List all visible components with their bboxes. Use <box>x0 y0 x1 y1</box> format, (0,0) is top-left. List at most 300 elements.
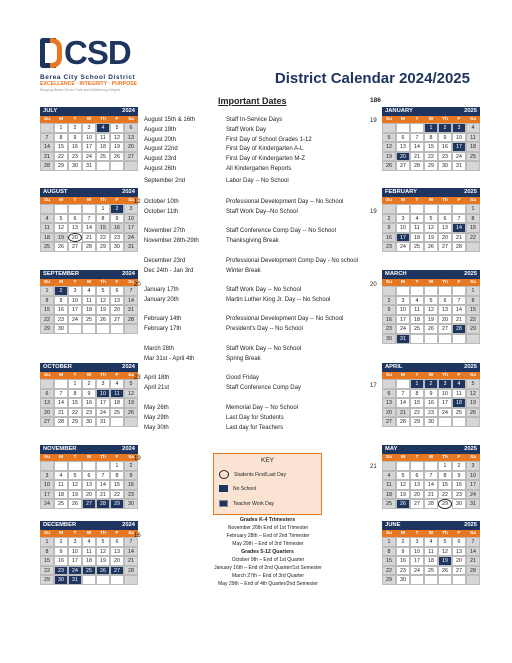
empty-cell <box>40 461 54 471</box>
day-cell: 23 <box>54 315 68 325</box>
empty-cell <box>110 324 124 334</box>
day-cell: 14 <box>124 296 138 306</box>
day-cell: 5 <box>96 537 110 547</box>
weekday-label: M <box>59 373 63 378</box>
day-cell: 23 <box>382 242 396 252</box>
weekday-label: M <box>59 280 63 285</box>
event-description: Staff Conference Comp Day <box>226 385 301 391</box>
day-cell: 19 <box>96 556 110 566</box>
weekday-label: T <box>415 198 419 203</box>
weekday-label: Th <box>100 531 106 536</box>
weekday-row <box>382 454 480 461</box>
event-date: October 10th <box>144 199 179 205</box>
event-description: Thanksgiving Break <box>226 238 279 244</box>
day-cell: 29 <box>54 161 68 171</box>
empty-cell <box>96 324 110 334</box>
empty-cell <box>124 575 138 585</box>
weekday-label: Sa <box>470 280 476 285</box>
day-cell: 11 <box>96 133 110 143</box>
day-cell: 29 <box>110 499 124 509</box>
day-cell: 27 <box>82 499 96 509</box>
day-cell: 30 <box>124 499 138 509</box>
weekday-label: F <box>115 117 119 122</box>
day-cell: 20 <box>68 233 82 243</box>
logo-motto: EXCELLENCE · INTEGRITY · PURPOSE <box>40 81 138 87</box>
calendar-october <box>40 363 138 427</box>
day-cell: 26 <box>124 408 138 418</box>
weekday-row <box>40 530 138 537</box>
day-cell: 20 <box>124 142 138 152</box>
weekday-label: M <box>401 531 405 536</box>
day-cell: 13 <box>382 398 396 408</box>
day-cell: 25 <box>424 566 438 576</box>
day-cell: 10 <box>40 480 54 490</box>
day-cell: 21 <box>124 305 138 315</box>
event-date: September 2nd <box>144 178 186 184</box>
weekday-label: M <box>401 373 405 378</box>
day-cell: 8 <box>96 214 110 224</box>
event-date: May 30th <box>144 425 169 431</box>
empty-cell <box>438 417 452 427</box>
weekday-row <box>382 372 480 379</box>
day-cell: 11 <box>54 480 68 490</box>
empty-cell <box>424 461 438 471</box>
day-cell: 25 <box>40 242 54 252</box>
day-cell: 6 <box>410 471 424 481</box>
day-cell: 12 <box>396 480 410 490</box>
day-cell: 2 <box>82 379 96 389</box>
day-cell: 1 <box>438 461 452 471</box>
day-cell: 1 <box>54 123 68 133</box>
day-cell: 18 <box>82 305 96 315</box>
day-cell: 27 <box>438 324 452 334</box>
day-cell: 28 <box>424 499 438 509</box>
day-cell: 26 <box>382 161 396 171</box>
day-cell: 11 <box>82 296 96 306</box>
day-cell: 23 <box>82 408 96 418</box>
day-cell: 5 <box>466 379 480 389</box>
event-description: Last Day for Students <box>226 415 284 421</box>
weekday-label: M <box>59 531 63 536</box>
day-cell: 15 <box>40 556 54 566</box>
day-grid <box>40 461 138 509</box>
weekday-label: W <box>428 373 434 378</box>
day-cell: 16 <box>54 305 68 315</box>
total-days-count: 186 <box>370 97 381 104</box>
event-date: August 23rd <box>144 156 177 162</box>
empty-cell <box>40 123 54 133</box>
weekday-label: T <box>73 373 77 378</box>
day-cell: 28 <box>40 161 54 171</box>
day-cell: 1 <box>40 537 54 547</box>
day-cell: 25 <box>54 499 68 509</box>
weekday-label: Su <box>385 280 393 285</box>
day-cell: 29 <box>438 499 452 509</box>
weekday-label: Th <box>442 455 448 460</box>
weekday-label: W <box>428 531 434 536</box>
empty-cell <box>382 286 396 296</box>
day-cell: 11 <box>424 547 438 557</box>
day-cell: 25 <box>96 152 110 162</box>
weekday-label: F <box>115 198 119 203</box>
day-cell: 1 <box>424 123 438 133</box>
month-year: 2024 <box>122 189 135 195</box>
weekday-row <box>40 454 138 461</box>
month-name: MAY <box>385 446 398 452</box>
day-cell: 29 <box>40 575 54 585</box>
school-days-january: 19 <box>370 118 377 124</box>
day-cell: 17 <box>410 556 424 566</box>
empty-cell <box>396 123 410 133</box>
day-cell: 1 <box>40 286 54 296</box>
empty-cell <box>82 575 96 585</box>
month-year: 2025 <box>464 446 477 452</box>
event-description: Memorial Day -- No School <box>226 405 299 411</box>
day-cell: 11 <box>382 480 396 490</box>
event-date: Mar 31st - April 4th <box>144 356 195 362</box>
day-cell: 4 <box>424 537 438 547</box>
day-cell: 13 <box>452 547 466 557</box>
day-grid <box>40 123 138 171</box>
calendar-december <box>40 521 138 585</box>
empty-cell <box>424 575 438 585</box>
weekday-label: Th <box>100 117 106 122</box>
school-days-march: 20 <box>370 282 377 288</box>
day-cell: 26 <box>68 499 82 509</box>
event-date: December 23rd <box>144 258 186 264</box>
day-cell: 24 <box>124 233 138 243</box>
weekday-label: Sa <box>470 117 476 122</box>
day-cell: 29 <box>382 575 396 585</box>
day-cell: 28 <box>452 324 466 334</box>
weekday-label: Th <box>442 373 448 378</box>
day-cell: 30 <box>452 499 466 509</box>
day-cell: 2 <box>54 537 68 547</box>
day-cell: 9 <box>396 547 410 557</box>
day-cell: 4 <box>40 214 54 224</box>
event-date: March 28th <box>144 346 175 352</box>
day-cell: 19 <box>54 233 68 243</box>
day-cell: 28 <box>452 242 466 252</box>
day-cell: 26 <box>396 499 410 509</box>
day-cell: 6 <box>438 296 452 306</box>
day-cell: 18 <box>410 233 424 243</box>
day-cell: 27 <box>396 161 410 171</box>
weekday-label: Sa <box>470 373 476 378</box>
empty-cell <box>82 461 96 471</box>
day-cell: 4 <box>82 537 96 547</box>
day-cell: 17 <box>68 556 82 566</box>
day-cell: 21 <box>410 152 424 162</box>
day-cell: 15 <box>382 556 396 566</box>
day-cell: 5 <box>382 133 396 143</box>
day-cell: 24 <box>466 490 480 500</box>
day-cell: 11 <box>466 133 480 143</box>
day-cell: 13 <box>410 480 424 490</box>
day-cell: 12 <box>110 133 124 143</box>
day-cell: 18 <box>424 556 438 566</box>
empty-cell <box>452 417 466 427</box>
day-cell: 7 <box>124 286 138 296</box>
day-grid <box>382 461 480 509</box>
day-cell: 3 <box>82 123 96 133</box>
day-cell: 31 <box>396 334 410 344</box>
day-cell: 24 <box>68 566 82 576</box>
weekday-label: T <box>415 117 419 122</box>
day-cell: 24 <box>396 324 410 334</box>
weekday-label: Su <box>43 531 51 536</box>
day-cell: 10 <box>410 547 424 557</box>
day-cell: 3 <box>438 379 452 389</box>
month-name: JUNE <box>385 522 401 528</box>
weekday-label: Sa <box>128 455 134 460</box>
day-cell: 7 <box>96 471 110 481</box>
day-cell: 2 <box>382 296 396 306</box>
key-teacher-work <box>219 500 274 507</box>
day-cell: 13 <box>438 305 452 315</box>
weekday-label: Sa <box>128 373 134 378</box>
day-cell: 23 <box>382 324 396 334</box>
quarter-line: January 16th – End of 2nd Quarter/1st Semester <box>214 565 322 571</box>
weekday-label: F <box>115 531 119 536</box>
calendar-january <box>382 107 480 171</box>
event-description: Winter Break <box>226 268 261 274</box>
calendar-header <box>40 270 138 279</box>
day-cell: 3 <box>124 204 138 214</box>
empty-cell <box>438 334 452 344</box>
event-description: Staff Work Day--No School <box>226 209 298 215</box>
day-cell: 8 <box>68 389 82 399</box>
day-cell: 29 <box>96 242 110 252</box>
weekday-label: Su <box>385 117 393 122</box>
day-grid <box>382 537 480 585</box>
event-date: August 20th <box>144 137 177 143</box>
day-cell: 12 <box>466 389 480 399</box>
day-cell: 14 <box>40 142 54 152</box>
day-cell: 16 <box>424 398 438 408</box>
empty-cell <box>396 461 410 471</box>
event-date: January 17th <box>144 287 179 293</box>
day-cell: 15 <box>410 398 424 408</box>
event-description: Staff Work Day -- No School <box>226 287 302 293</box>
day-cell: 29 <box>68 417 82 427</box>
empty-cell <box>438 286 452 296</box>
weekday-label: T <box>73 531 77 536</box>
calendar-header <box>382 521 480 530</box>
empty-cell <box>410 334 424 344</box>
empty-cell <box>124 324 138 334</box>
trimesters-heading: Grades K-4 Trimesters <box>239 517 296 523</box>
event-description: Last day for Teachers <box>226 425 284 431</box>
day-cell: 14 <box>424 480 438 490</box>
weekday-label: Su <box>385 198 393 203</box>
event-description: Professional Development Day -- No School <box>226 316 344 322</box>
empty-cell <box>396 286 410 296</box>
weekday-row <box>382 530 480 537</box>
empty-cell <box>466 417 480 427</box>
day-cell: 15 <box>110 480 124 490</box>
day-cell: 17 <box>396 233 410 243</box>
day-cell: 3 <box>68 537 82 547</box>
month-year: 2025 <box>464 189 477 195</box>
weekday-label: F <box>115 373 119 378</box>
day-cell: 20 <box>438 233 452 243</box>
day-cell: 20 <box>110 556 124 566</box>
calendar-header <box>40 521 138 530</box>
calendar-header <box>382 107 480 116</box>
day-cell: 21 <box>124 556 138 566</box>
day-cell: 26 <box>424 242 438 252</box>
empty-cell <box>452 286 466 296</box>
weekday-label: F <box>115 280 119 285</box>
empty-cell <box>410 123 424 133</box>
day-cell: 20 <box>382 408 396 418</box>
day-cell: 23 <box>124 490 138 500</box>
weekday-label: W <box>428 117 434 122</box>
day-cell: 22 <box>424 152 438 162</box>
day-cell: 16 <box>82 398 96 408</box>
day-cell: 28 <box>96 499 110 509</box>
weekday-label: Sa <box>128 280 134 285</box>
day-cell: 9 <box>54 547 68 557</box>
weekday-label: Su <box>43 455 51 460</box>
calendar-july <box>40 107 138 171</box>
day-cell: 3 <box>466 461 480 471</box>
day-cell: 7 <box>396 389 410 399</box>
day-cell: 1 <box>466 204 480 214</box>
day-grid <box>40 537 138 585</box>
day-cell: 19 <box>96 305 110 315</box>
weekday-label: Th <box>442 531 448 536</box>
day-cell: 26 <box>96 315 110 325</box>
day-cell: 24 <box>40 499 54 509</box>
day-cell: 7 <box>40 133 54 143</box>
day-cell: 10 <box>124 214 138 224</box>
day-cell: 2 <box>438 123 452 133</box>
key-title: KEY <box>260 457 274 464</box>
teacher-swatch-icon <box>219 500 228 507</box>
event-date: August 15th & 16th <box>144 117 196 123</box>
day-cell: 23 <box>438 152 452 162</box>
day-cell: 7 <box>466 537 480 547</box>
empty-cell <box>452 204 466 214</box>
month-year: 2025 <box>464 271 477 277</box>
day-cell: 1 <box>96 204 110 214</box>
day-cell: 8 <box>410 389 424 399</box>
key-no-school-label: No School <box>233 485 257 492</box>
day-cell: 12 <box>68 480 82 490</box>
day-cell: 13 <box>396 142 410 152</box>
day-cell: 10 <box>452 133 466 143</box>
empty-cell <box>68 204 82 214</box>
day-cell: 16 <box>438 142 452 152</box>
event-date: April 21st <box>144 385 170 391</box>
event-description: Professional Development Comp Day - No school <box>226 258 359 264</box>
day-cell: 10 <box>68 547 82 557</box>
day-cell: 12 <box>424 223 438 233</box>
day-cell: 27 <box>68 242 82 252</box>
day-cell: 15 <box>96 223 110 233</box>
day-cell: 3 <box>396 214 410 224</box>
day-cell: 10 <box>82 133 96 143</box>
weekday-row <box>40 116 138 123</box>
day-cell: 31 <box>452 161 466 171</box>
weekday-label: T <box>415 373 419 378</box>
day-cell: 22 <box>438 490 452 500</box>
weekday-label: T <box>73 280 77 285</box>
empty-cell <box>40 204 54 214</box>
month-name: JULY <box>43 108 58 114</box>
day-cell: 15 <box>466 223 480 233</box>
day-cell: 18 <box>466 142 480 152</box>
quarter-line: March 27th – End of 3rd Quarter <box>232 573 304 579</box>
empty-cell <box>466 334 480 344</box>
day-cell: 31 <box>466 499 480 509</box>
key-first-last <box>219 470 286 479</box>
day-cell: 11 <box>452 389 466 399</box>
weekday-label: F <box>457 117 461 122</box>
empty-cell <box>68 461 82 471</box>
quarters-heading: Grades 5-12 Quarters <box>241 549 294 555</box>
day-cell: 6 <box>110 286 124 296</box>
day-cell: 30 <box>424 417 438 427</box>
day-cell: 21 <box>96 490 110 500</box>
event-date: November 27th <box>144 228 186 234</box>
logo-b-right <box>50 38 62 68</box>
month-year: 2024 <box>122 364 135 370</box>
day-cell: 10 <box>96 389 110 399</box>
day-cell: 9 <box>82 389 96 399</box>
day-cell: 27 <box>410 499 424 509</box>
day-cell: 25 <box>82 315 96 325</box>
day-cell: 2 <box>452 461 466 471</box>
district-logo <box>40 34 170 92</box>
day-cell: 2 <box>68 123 82 133</box>
empty-cell <box>396 379 410 389</box>
logo-text: CSD <box>64 34 131 71</box>
day-cell: 8 <box>424 133 438 143</box>
day-cell: 15 <box>68 398 82 408</box>
day-cell: 19 <box>110 142 124 152</box>
month-name: NOVEMBER <box>43 446 77 452</box>
day-cell: 12 <box>96 296 110 306</box>
weekday-label: M <box>59 198 63 203</box>
event-date: August 19th <box>144 127 177 133</box>
day-cell: 27 <box>40 417 54 427</box>
empty-cell <box>54 204 68 214</box>
day-cell: 10 <box>68 296 82 306</box>
day-grid <box>40 286 138 334</box>
weekday-label: F <box>457 373 461 378</box>
month-year: 2024 <box>122 446 135 452</box>
weekday-label: Sa <box>470 455 476 460</box>
day-cell: 9 <box>438 133 452 143</box>
day-cell: 6 <box>382 389 396 399</box>
calendar-april <box>382 363 480 427</box>
day-cell: 30 <box>382 334 396 344</box>
day-cell: 18 <box>40 233 54 243</box>
day-cell: 17 <box>466 480 480 490</box>
day-cell: 2 <box>54 286 68 296</box>
calendar-may <box>382 445 480 509</box>
day-cell: 4 <box>452 379 466 389</box>
day-cell: 16 <box>68 142 82 152</box>
day-cell: 14 <box>124 547 138 557</box>
weekday-label: T <box>73 117 77 122</box>
day-cell: 24 <box>410 566 424 576</box>
weekday-label: Su <box>385 531 393 536</box>
month-year: 2024 <box>122 522 135 528</box>
